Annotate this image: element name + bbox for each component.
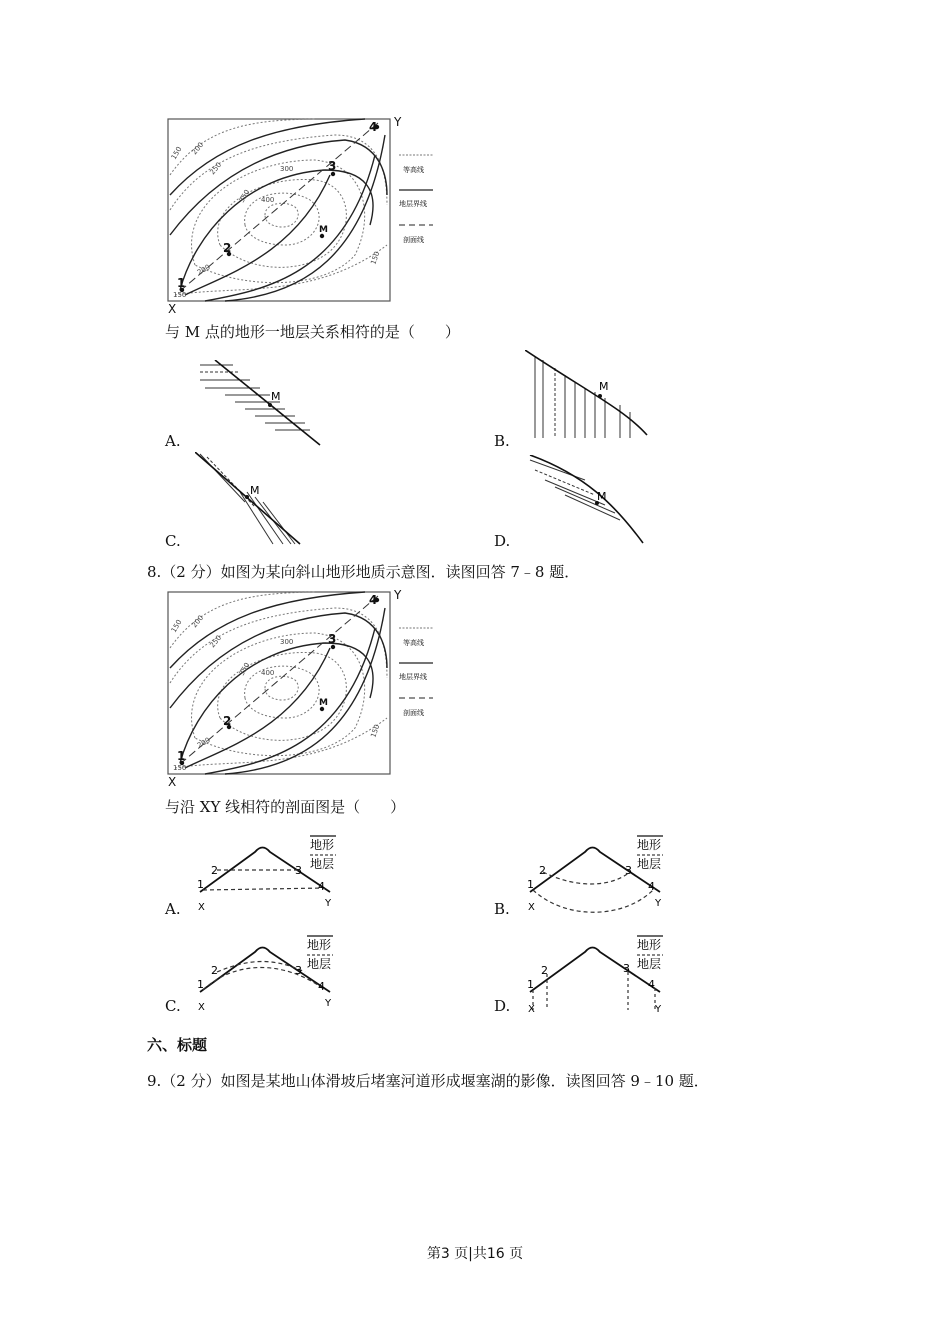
legend-terrain: 地形 [637,838,662,852]
point-label: M [319,225,328,235]
contour-label: 300 [280,638,294,646]
contour-label: 400 [261,669,275,677]
option-b[interactable]: B. [494,432,510,450]
contour-label: 150 [169,618,184,634]
contour-label: 200 [190,613,206,630]
legend-contour: 等高线 [403,639,424,647]
contour-map-bottom [165,588,440,788]
contour-label: 350 [237,661,252,677]
section-title: 六、标题 [147,1036,208,1054]
profile-label: 4 [318,980,325,993]
contour-label: 250 [208,160,224,177]
profile-label: Y [325,998,332,1009]
profile-label: 2 [539,864,546,877]
legend-profile-line: 剖面线 [403,709,424,717]
profile-label: X [528,902,535,913]
q8-option-a[interactable]: A. [165,900,181,918]
profile-d-diagram [525,930,675,1015]
legend-strata-boundary: 地层界线 [399,673,427,681]
profile-a-diagram [195,830,345,915]
q8-option-b[interactable]: B. [494,900,510,918]
profile-c-diagram [195,930,345,1015]
legend-terrain: 地形 [637,938,662,952]
point-label: 1 [177,276,186,290]
contour-label: 350 [237,188,252,204]
m-label: M [271,390,281,403]
contour-label: 200 [196,263,212,277]
contour-label: 200 [196,736,212,750]
legend-profile-line: 剖面线 [403,236,424,244]
profile-label: 1 [197,878,204,891]
point-label: 2 [223,241,232,255]
legend-strata-boundary: 地层界线 [399,200,427,208]
profile-label: 1 [197,978,204,991]
contour-label: 150 [369,723,382,739]
point-label: M [319,698,328,708]
legend-terrain: 地形 [310,838,335,852]
profile-label: 3 [625,864,632,877]
contour-label: 150 [173,764,187,772]
profile-label: 1 [527,978,534,991]
option-d-diagram [525,455,650,545]
point-label: 4 [369,593,378,607]
q9-intro: 9.（2 分）如图是某地山体滑坡后堵塞河道形成堰塞湖的影像．读图回答 9﹣10 题． [147,1072,709,1090]
profile-label: X [198,1002,205,1013]
profile-label: 2 [211,964,218,977]
legend-strata: 地层 [637,857,662,871]
point-label: 2 [223,714,232,728]
option-a[interactable]: A. [165,432,181,450]
point-label: 3 [328,159,337,173]
m-label: M [599,380,609,393]
legend-strata: 地层 [307,957,332,971]
q8-option-d[interactable]: D. [494,997,511,1015]
profile-label: 1 [527,878,534,891]
contour-label: 250 [208,633,224,650]
option-b-diagram [525,350,655,445]
profile-b-diagram [525,830,675,915]
profile-label: 3 [623,962,630,975]
q8-stem: 与沿 XY 线相符的剖面图是（ ） [165,798,406,816]
profile-label: Y [655,898,662,909]
contour-label: 300 [280,165,294,173]
profile-label: 4 [318,880,325,893]
m-label: M [250,484,260,497]
q8-option-c[interactable]: C. [165,997,181,1015]
q8-intro: 8.（2 分）如图为某向斜山地形地质示意图．读图回答 7﹣8 题． [147,563,580,581]
point-label: 4 [369,120,378,134]
axis-label-y: Y [394,588,402,602]
profile-label: Y [325,898,332,909]
contour-map-top [165,115,440,315]
option-d[interactable]: D. [494,532,511,550]
profile-label: 3 [295,964,302,977]
legend-strata: 地层 [637,957,662,971]
contour-label: 400 [261,196,275,204]
axis-label-x: X [168,775,177,788]
option-a-diagram [195,360,325,448]
contour-label: 150 [369,250,382,266]
contour-label: 200 [190,140,206,157]
point-label: 1 [177,749,186,763]
profile-label: Y [655,1004,662,1015]
contour-label: 150 [169,145,184,161]
profile-label: 2 [211,864,218,877]
legend-terrain: 地形 [307,938,332,952]
profile-label: 2 [541,964,548,977]
page-footer: 第3 页|共16 页 [426,1246,524,1262]
contour-label: 150 [173,291,187,299]
m-label: M [597,490,607,503]
legend-strata: 地层 [310,857,335,871]
axis-label-y: Y [394,115,402,129]
profile-label: 4 [648,978,655,991]
option-c-diagram [195,452,305,547]
axis-label-x: X [168,302,177,315]
profile-label: X [528,1004,535,1015]
point-label: 3 [328,632,337,646]
q7-stem: 与 M 点的地形一地层关系相符的是（ ） [165,323,460,341]
profile-label: 3 [295,864,302,877]
option-c[interactable]: C. [165,532,181,550]
profile-label: 4 [648,880,655,893]
profile-label: X [198,902,205,913]
legend-contour: 等高线 [403,166,424,174]
